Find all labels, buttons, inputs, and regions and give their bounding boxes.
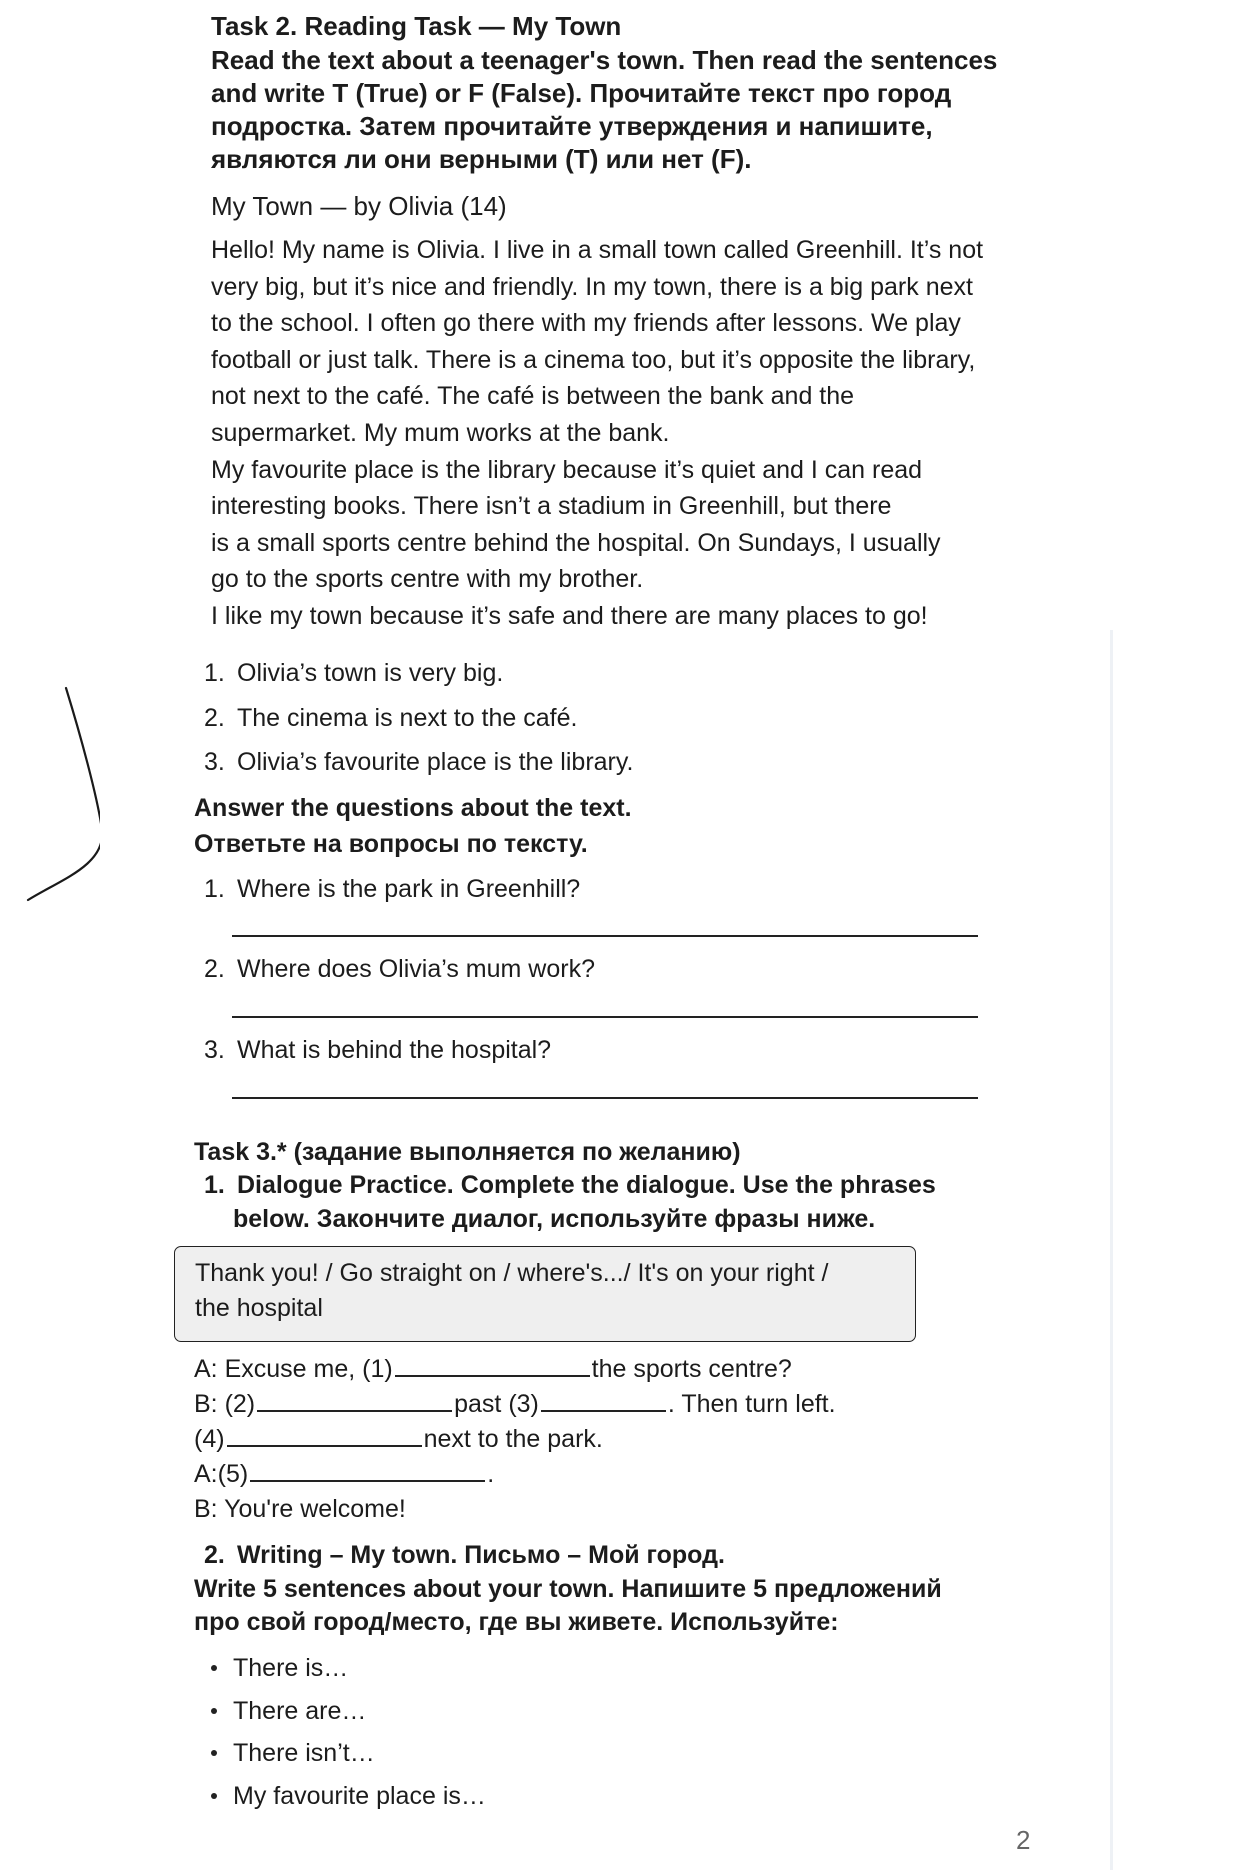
item1-line: Dialogue Practice. Complete the dialogue. Use the phrases bbox=[237, 1171, 936, 1199]
dialogue-line-3 bbox=[194, 1422, 836, 1457]
statement-text: The cinema is next to the café. bbox=[237, 704, 578, 732]
statement-item bbox=[204, 702, 577, 734]
task3-title: Task 3.* (задание выполняется по желанию) bbox=[194, 1138, 741, 1166]
task2-title: Task 2. Reading Task — My Town bbox=[211, 11, 622, 41]
bullet-item: My favourite place is… bbox=[233, 1782, 486, 1810]
statement-text: Olivia’s favourite place is the library. bbox=[237, 748, 634, 776]
answer-line[interactable] bbox=[232, 1016, 978, 1018]
question-item bbox=[204, 1034, 551, 1066]
story-line: My favourite place is the library because it’s quiet and I can read bbox=[211, 455, 923, 484]
phrase-box-line: the hospital bbox=[195, 1294, 323, 1322]
page-edge-divider bbox=[1110, 630, 1113, 1870]
blank-3[interactable] bbox=[541, 1388, 666, 1412]
bullet-dot bbox=[211, 1793, 217, 1799]
item1-line: below. Закончите диалог, используйте фразы ниже. bbox=[233, 1205, 876, 1233]
bullet-dot bbox=[211, 1665, 217, 1671]
story-line: football or just talk. There is a cinema too, but it’s opposite the library, bbox=[211, 345, 976, 374]
item2-instructions bbox=[194, 1573, 942, 1639]
instruction-line: подростка. Затем прочитайте утверждения и напишите, bbox=[211, 111, 933, 141]
question-text: What is behind the hospital? bbox=[237, 1036, 552, 1064]
story-line: to the school. I often go there with my friends after lessons. We play bbox=[211, 309, 961, 338]
dialogue-line-4 bbox=[194, 1457, 836, 1492]
item2-title: Writing – My town. Письмо – Мой город. bbox=[237, 1541, 725, 1569]
item1-number: 1. bbox=[204, 1171, 225, 1199]
bullet-item: There isn’t… bbox=[233, 1739, 375, 1767]
item2-line: Write 5 sentences about your town. Напишите 5 предложений bbox=[194, 1575, 942, 1603]
dialogue-text: next to the park. bbox=[423, 1425, 603, 1453]
story-line: I like my town because it’s safe and there are many places to go! bbox=[211, 601, 928, 630]
blank-1[interactable] bbox=[395, 1353, 590, 1377]
blank-2[interactable] bbox=[257, 1388, 452, 1412]
story-line: very big, but it’s nice and friendly. In my town, there is a big park next bbox=[211, 272, 973, 301]
dialogue-line-2 bbox=[194, 1387, 836, 1422]
questions-heading-ru: Ответьте на вопросы по тексту. bbox=[194, 830, 588, 858]
task3-item2 bbox=[204, 1539, 725, 1572]
question-text: Where does Olivia’s mum work? bbox=[237, 955, 595, 983]
phrase-box-line: Thank you! / Go straight on / where's.../ It's on your right / bbox=[195, 1259, 829, 1287]
question-item bbox=[204, 953, 595, 985]
story-line: is a small sports centre behind the hospital. On Sundays, I usually bbox=[211, 528, 941, 557]
task3-item1 bbox=[204, 1169, 936, 1202]
instruction-line: and write T (True) or F (False). Прочитайте текст про город bbox=[211, 78, 952, 108]
answer-line[interactable] bbox=[232, 1097, 978, 1099]
statement-text: Olivia’s town is very big. bbox=[237, 659, 504, 687]
story-text bbox=[211, 232, 983, 635]
dialogue-line-5: B: You're welcome! bbox=[194, 1495, 406, 1523]
story-line: go to the sports centre with my brother. bbox=[211, 565, 644, 594]
instruction-line: являются ли они верными (T) или нет (F). bbox=[211, 144, 752, 174]
story-line: supermarket. My mum works at the bank. bbox=[211, 418, 670, 447]
dialogue-text: A: Excuse me, (1) bbox=[194, 1355, 393, 1383]
bullet-dot bbox=[211, 1708, 217, 1714]
question-number: 1. bbox=[204, 875, 225, 903]
dialogue-text: B: (2) bbox=[194, 1390, 256, 1418]
statement-item bbox=[204, 657, 503, 689]
bullet-item: There is… bbox=[233, 1654, 349, 1682]
dialogue bbox=[194, 1352, 836, 1527]
question-text: Where is the park in Greenhill? bbox=[237, 875, 581, 903]
dialogue-text: (4) bbox=[194, 1425, 225, 1453]
handwritten-bracket-mark bbox=[20, 680, 100, 910]
story-title: My Town — by Olivia (14) bbox=[211, 191, 507, 221]
dialogue-text: . bbox=[487, 1460, 495, 1488]
story-line: Hello! My name is Olivia. I live in a small town called Greenhill. It’s not bbox=[211, 236, 984, 264]
dialogue-text: . Then turn left. bbox=[667, 1390, 836, 1418]
statement-number: 1. bbox=[204, 659, 225, 687]
question-item bbox=[204, 873, 580, 905]
dialogue-text: the sports centre? bbox=[591, 1355, 792, 1383]
dialogue-text: A:(5) bbox=[194, 1460, 249, 1488]
statement-number: 2. bbox=[204, 704, 225, 732]
dialogue-line-1 bbox=[194, 1352, 836, 1387]
statement-item bbox=[204, 746, 633, 778]
question-number: 2. bbox=[204, 955, 225, 983]
bullet-item: There are… bbox=[233, 1697, 367, 1725]
dialogue-text: past (3) bbox=[454, 1390, 539, 1418]
item2-line: про свой город/место, где вы живете. Используйте: bbox=[194, 1608, 839, 1636]
bullet-dot bbox=[211, 1750, 217, 1756]
blank-5[interactable] bbox=[250, 1458, 485, 1482]
question-number: 3. bbox=[204, 1036, 225, 1064]
questions-heading bbox=[194, 790, 632, 862]
instruction-line: Read the text about a teenager's town. Then read the sentences bbox=[211, 45, 998, 75]
blank-4[interactable] bbox=[227, 1423, 422, 1447]
story-line: not next to the café. The café is between the bank and the bbox=[211, 382, 855, 411]
story-line: interesting books. There isn’t a stadium in Greenhill, but there bbox=[211, 492, 892, 521]
questions-heading-en: Answer the questions about the text. bbox=[194, 794, 632, 822]
item2-number: 2. bbox=[204, 1541, 225, 1569]
phrase-box bbox=[174, 1246, 916, 1342]
answer-line[interactable] bbox=[232, 935, 978, 937]
statement-number: 3. bbox=[204, 748, 225, 776]
task2-instructions bbox=[211, 44, 997, 176]
page-number: 2 bbox=[1016, 1825, 1031, 1855]
